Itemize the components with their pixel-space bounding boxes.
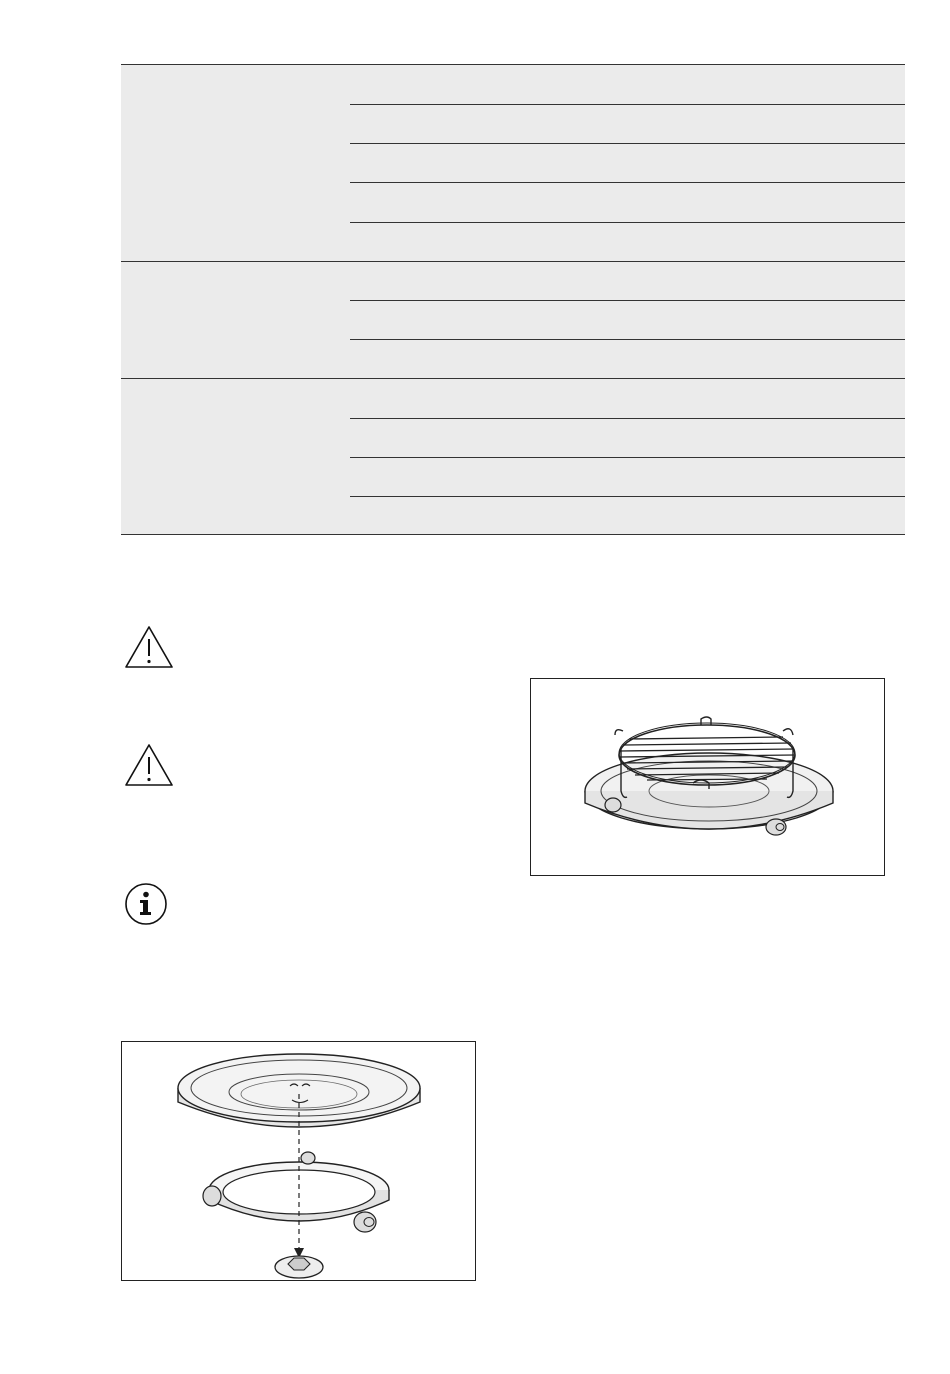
table-group-divider xyxy=(121,261,905,262)
turntable-assembly-figure xyxy=(121,1041,476,1281)
table-row-divider xyxy=(350,143,905,144)
table-row-divider xyxy=(350,182,905,183)
wire-rack-figure xyxy=(530,678,885,876)
table-row-divider xyxy=(350,457,905,458)
table-row-divider xyxy=(350,418,905,419)
warning-triangle-icon xyxy=(124,625,174,669)
table-row-divider xyxy=(350,222,905,223)
table-row-divider xyxy=(350,104,905,105)
table-row-divider xyxy=(350,496,905,497)
info-circle-icon xyxy=(124,882,168,926)
table-row-divider xyxy=(350,300,905,301)
turntable-assembly-illustration xyxy=(122,1042,477,1282)
table-row-divider xyxy=(350,339,905,340)
wire-rack-on-turntable-illustration xyxy=(531,679,886,877)
table-group-divider xyxy=(121,378,905,379)
specification-table xyxy=(121,64,905,535)
warning-triangle-icon xyxy=(124,743,174,787)
